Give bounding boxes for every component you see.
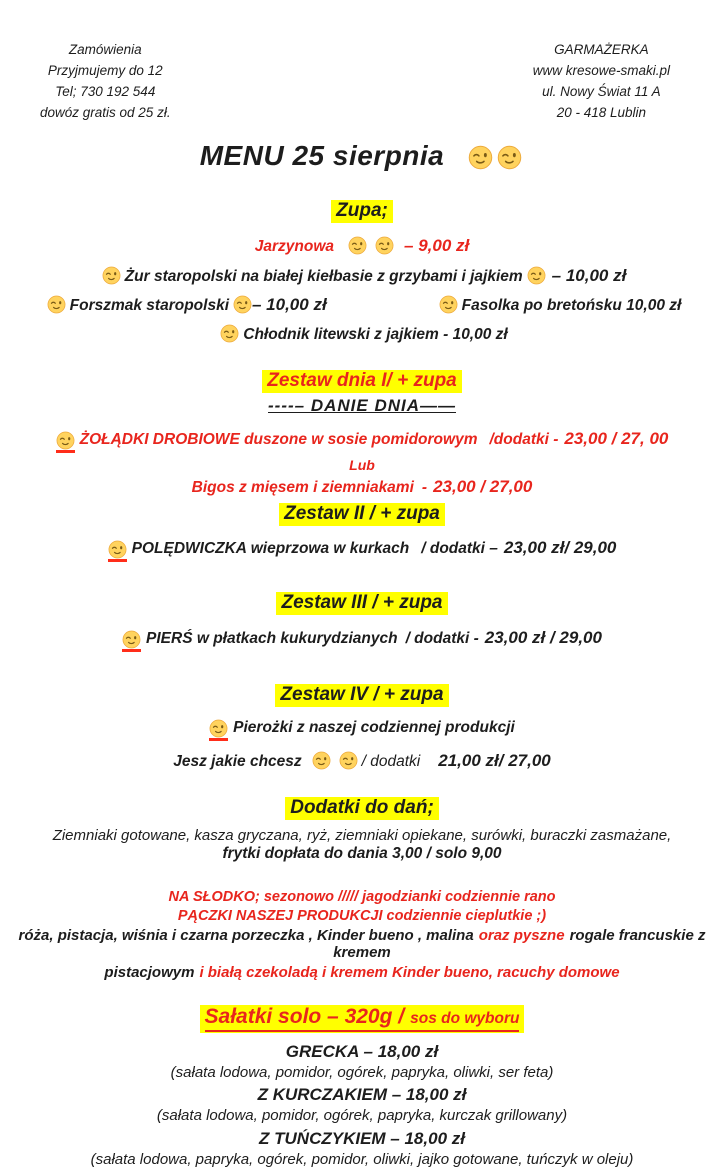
menu-item-jarzynowa: [0, 236, 724, 256]
section-zestaw-2: [0, 503, 724, 526]
section-na-slodko: [0, 889, 724, 981]
danie-dnia-subheading: ----– DANIE DNIA——: [268, 395, 456, 415]
wink-emoji-icon: [527, 266, 546, 285]
page-title: [0, 140, 724, 172]
zestaw4-heading: Zestaw IV / + zupa: [275, 684, 448, 707]
zestaw3-heading: Zestaw III / + zupa: [276, 592, 447, 615]
menu-item-zoladki: [0, 429, 724, 453]
wink-emoji-icon: [102, 266, 121, 285]
item-price: – 10,00 zł: [252, 294, 327, 314]
company-name: GARMAŻERKA: [554, 42, 649, 57]
wink-emoji-icon: [220, 324, 239, 343]
menu-item-fasolka: [435, 295, 682, 315]
item-name: Chłodnik litewski z jajkiem - 10,00 zł: [243, 325, 508, 343]
menu-item-pierozki: [0, 719, 724, 741]
dodatki-list: Ziemniaki gotowane, kasza gryczana, ryż, ziemniaki opiekane, surówki, buraczki zasmażane,: [52, 826, 672, 844]
item-name: POLĘDWICZKA wieprzowa w kurkach: [131, 539, 410, 557]
dodatki-heading: Dodatki do dań;: [285, 797, 439, 820]
website: www kresowe-smaki.pl: [532, 62, 670, 78]
salad-grecka-ingredients: (sałata lodowa, pomidor, ogórek, papryka, oliwki, ser feta): [170, 1063, 554, 1081]
sweets-line-4: pistacjowym i białą czekoladą i kremem Kinder bueno, racuchy domowe: [104, 963, 620, 981]
wink-emoji-icon: [497, 145, 522, 170]
zestaw1-heading: Zestaw dnia I/ + zupa: [262, 370, 462, 393]
item-price: – 9,00 zł: [404, 235, 470, 255]
header: [0, 0, 724, 124]
menu-row-soups-pair: [0, 295, 724, 315]
line-text: Jesz jakie chcesz: [173, 752, 302, 770]
sweets-line-2: PĄCZKI NASZEJ PRODUKCJI codziennie cieplutkie ;): [177, 907, 547, 924]
spellcheck-underline: [122, 630, 141, 652]
menu-item-poledwiczka: [0, 538, 724, 562]
menu-item-chlodnik: [0, 324, 724, 344]
wink-emoji-icon: [339, 751, 358, 770]
menu-item-forszmak: [43, 295, 327, 315]
wink-emoji-icon: [209, 719, 228, 738]
sweets-line-3: róża, pistacja, wiśnia i czarna porzeczka , Kinder bueno , malina oraz pyszne rogale francuskie z kremem: [18, 926, 706, 961]
free-delivery-note: dowóz gratis od 25 zł.: [40, 104, 171, 120]
item-price: – 10,00 zł: [551, 265, 627, 285]
item-addons-label: /dodatki -: [489, 430, 559, 448]
wink-emoji-icon: [439, 295, 458, 314]
wink-emoji-icon: [122, 630, 141, 649]
item-price: 23,00 / 27,00: [433, 476, 533, 496]
header-right-company-info: [533, 40, 670, 124]
wink-emoji-icon: [108, 540, 127, 559]
menu-title: MENU 25 sierpnia: [199, 139, 445, 171]
menu-item-bigos: Bigos z mięsem i ziemniakami - 23,00 / 27,00: [191, 476, 533, 496]
salad-tunczyk-name: Z TUŃCZYKIEM – 18,00 zł: [259, 1128, 465, 1148]
item-price: 23,00 zł/ 29,00: [503, 537, 617, 557]
item-addons-label: / dodatki –: [421, 539, 498, 557]
section-soups: [0, 200, 724, 223]
salad-kurczak-ingredients: (sałata lodowa, pomidor, ogórek, papryka, kurczak grillowany): [156, 1106, 568, 1124]
orders-label: Zamówienia: [68, 42, 142, 57]
menu-item-piers: [0, 628, 724, 652]
wink-emoji-icon: [56, 431, 75, 450]
item-name: ŻOŁĄDKI DROBIOWE duszone w sosie pomidorowym: [79, 430, 478, 448]
wink-emoji-icon: [47, 295, 66, 314]
section-salatki: [0, 1005, 724, 1033]
wink-emoji-icon: [468, 145, 493, 170]
spellcheck-underline: [56, 431, 75, 453]
section-zestaw-1: [0, 370, 724, 393]
sweets-line-1: NA SŁODKO; sezonowo ///// jagodzianki codziennie rano: [168, 888, 556, 905]
wink-emoji-icon: [375, 236, 394, 255]
or-label: Lub: [349, 456, 375, 473]
item-price: 23,00 zł / 29,00: [484, 627, 602, 647]
wink-emoji-icon: [312, 751, 331, 770]
street-address: ul. Nowy Świat 11 A: [542, 83, 661, 99]
menu-line-jesz-jakie-chcesz: [0, 751, 724, 771]
section-zestaw-3: [0, 592, 724, 615]
salad-tunczyk-ingredients: (sałata lodowa, papryka, ogórek, pomidor, oliwki, jajko gotowane, tuńczyk w oleju): [90, 1150, 634, 1168]
item-price: 21,00 zł/ 27,00: [438, 750, 551, 770]
header-left-orders-info: [40, 40, 171, 124]
section-zestaw-4: [0, 684, 724, 707]
soups-heading: Zupa;: [331, 200, 393, 223]
salad-grecka-name: GRECKA – 18,00 zł: [285, 1041, 439, 1061]
salad-kurczak-name: Z KURCZAKIEM – 18,00 zł: [257, 1084, 467, 1104]
item-addons-label: / dodatki -: [405, 629, 479, 647]
wink-emoji-icon: [348, 236, 367, 255]
item-price: 23,00 / 27, 00: [564, 428, 669, 448]
title-emojis: [466, 152, 524, 169]
spellcheck-underline: [209, 719, 228, 741]
addons-label: / dodatki: [361, 752, 421, 770]
orders-hours: Przyjmujemy do 12: [47, 62, 163, 78]
menu-item-zur: [0, 266, 724, 286]
salatki-heading: Sałatki solo – 320g / sos do wyboru: [200, 1005, 525, 1033]
item-name: Jarzynowa: [254, 237, 335, 255]
zestaw2-heading: Zestaw II / + zupa: [279, 503, 445, 526]
item-name: Żur staropolski na białej kiełbasie z grzybami i jajkiem: [124, 267, 523, 285]
section-dodatki: [0, 797, 724, 820]
phone-number: Tel; 730 192 544: [55, 83, 156, 99]
item-name: Bigos z mięsem i ziemniakami: [191, 478, 414, 496]
wink-emoji-icon: [233, 295, 252, 314]
item-name: Forszmak staropolski: [69, 296, 229, 314]
item-name: PIERŚ w płatkach kukurydzianych: [146, 629, 398, 647]
city-address: 20 - 418 Lublin: [556, 104, 647, 120]
frytki-price-note: frytki dopłata do dania 3,00 / solo 9,00: [222, 844, 502, 862]
item-name: Pierożki z naszej codziennej produkcji: [233, 718, 515, 736]
spellcheck-underline: [108, 540, 127, 562]
item-name: Fasolka po bretońsku 10,00 zł: [461, 296, 682, 314]
